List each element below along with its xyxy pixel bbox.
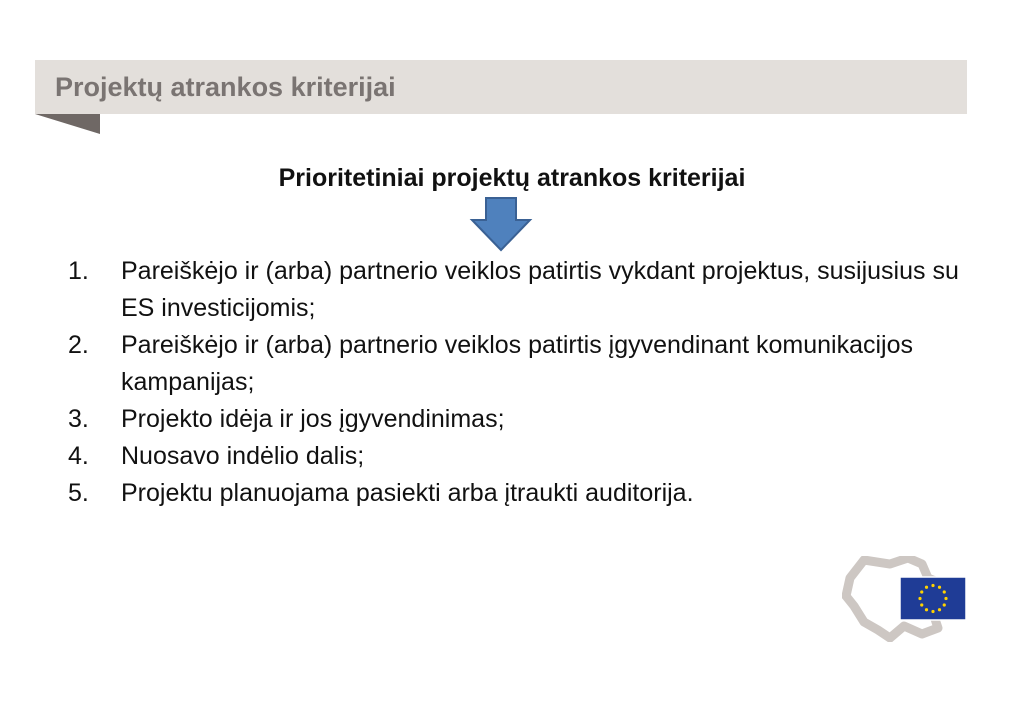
list-item-text: Nuosavo indėlio dalis; [121, 442, 365, 470]
list-item [68, 401, 968, 438]
criteria-list [68, 253, 968, 512]
title-tab-decoration [35, 114, 100, 134]
eu-star [925, 608, 928, 611]
eu-star [938, 586, 941, 589]
eu-flag [900, 577, 966, 620]
list-item-number: 1. [68, 257, 89, 285]
arrow-down-icon [469, 196, 533, 252]
eu-star [918, 597, 921, 600]
list-item-text: Projekto idėja ir jos įgyvendinimas; [121, 405, 505, 433]
list-item-number: 4. [68, 442, 89, 470]
list-item [68, 438, 968, 475]
list-item [68, 253, 968, 327]
eu-star [925, 586, 928, 589]
list-item-number: 5. [68, 479, 89, 507]
section-heading: Prioritetiniai projektų atrankos kriterijai [278, 164, 746, 192]
page-title: Projektų atrankos kriterijai [55, 72, 396, 102]
eu-star [943, 590, 946, 593]
list-item-number: 2. [68, 331, 89, 359]
title-bar [35, 60, 967, 114]
eu-star [931, 610, 934, 613]
eu-star [931, 584, 934, 587]
eu-star [943, 603, 946, 606]
list-item-text: Pareiškėjo ir (arba) partnerio veiklos patirtis įgyvendinant komunikacijos kampanijas; [121, 331, 914, 396]
eu-star [944, 597, 947, 600]
list-item [68, 475, 968, 512]
list-item-text: Pareiškėjo ir (arba) partnerio veiklos patirtis vykdant projektus, susijusius su ES investicijomis; [121, 257, 959, 322]
list-item-text: Projektu planuojama pasiekti arba įtraukti auditorija. [121, 479, 694, 507]
eu-star [938, 608, 941, 611]
eu-star [920, 590, 923, 593]
list-item [68, 327, 968, 401]
lithuania-eu-flag-logo-icon [842, 556, 972, 642]
eu-star [920, 603, 923, 606]
list-item-number: 3. [68, 405, 89, 433]
